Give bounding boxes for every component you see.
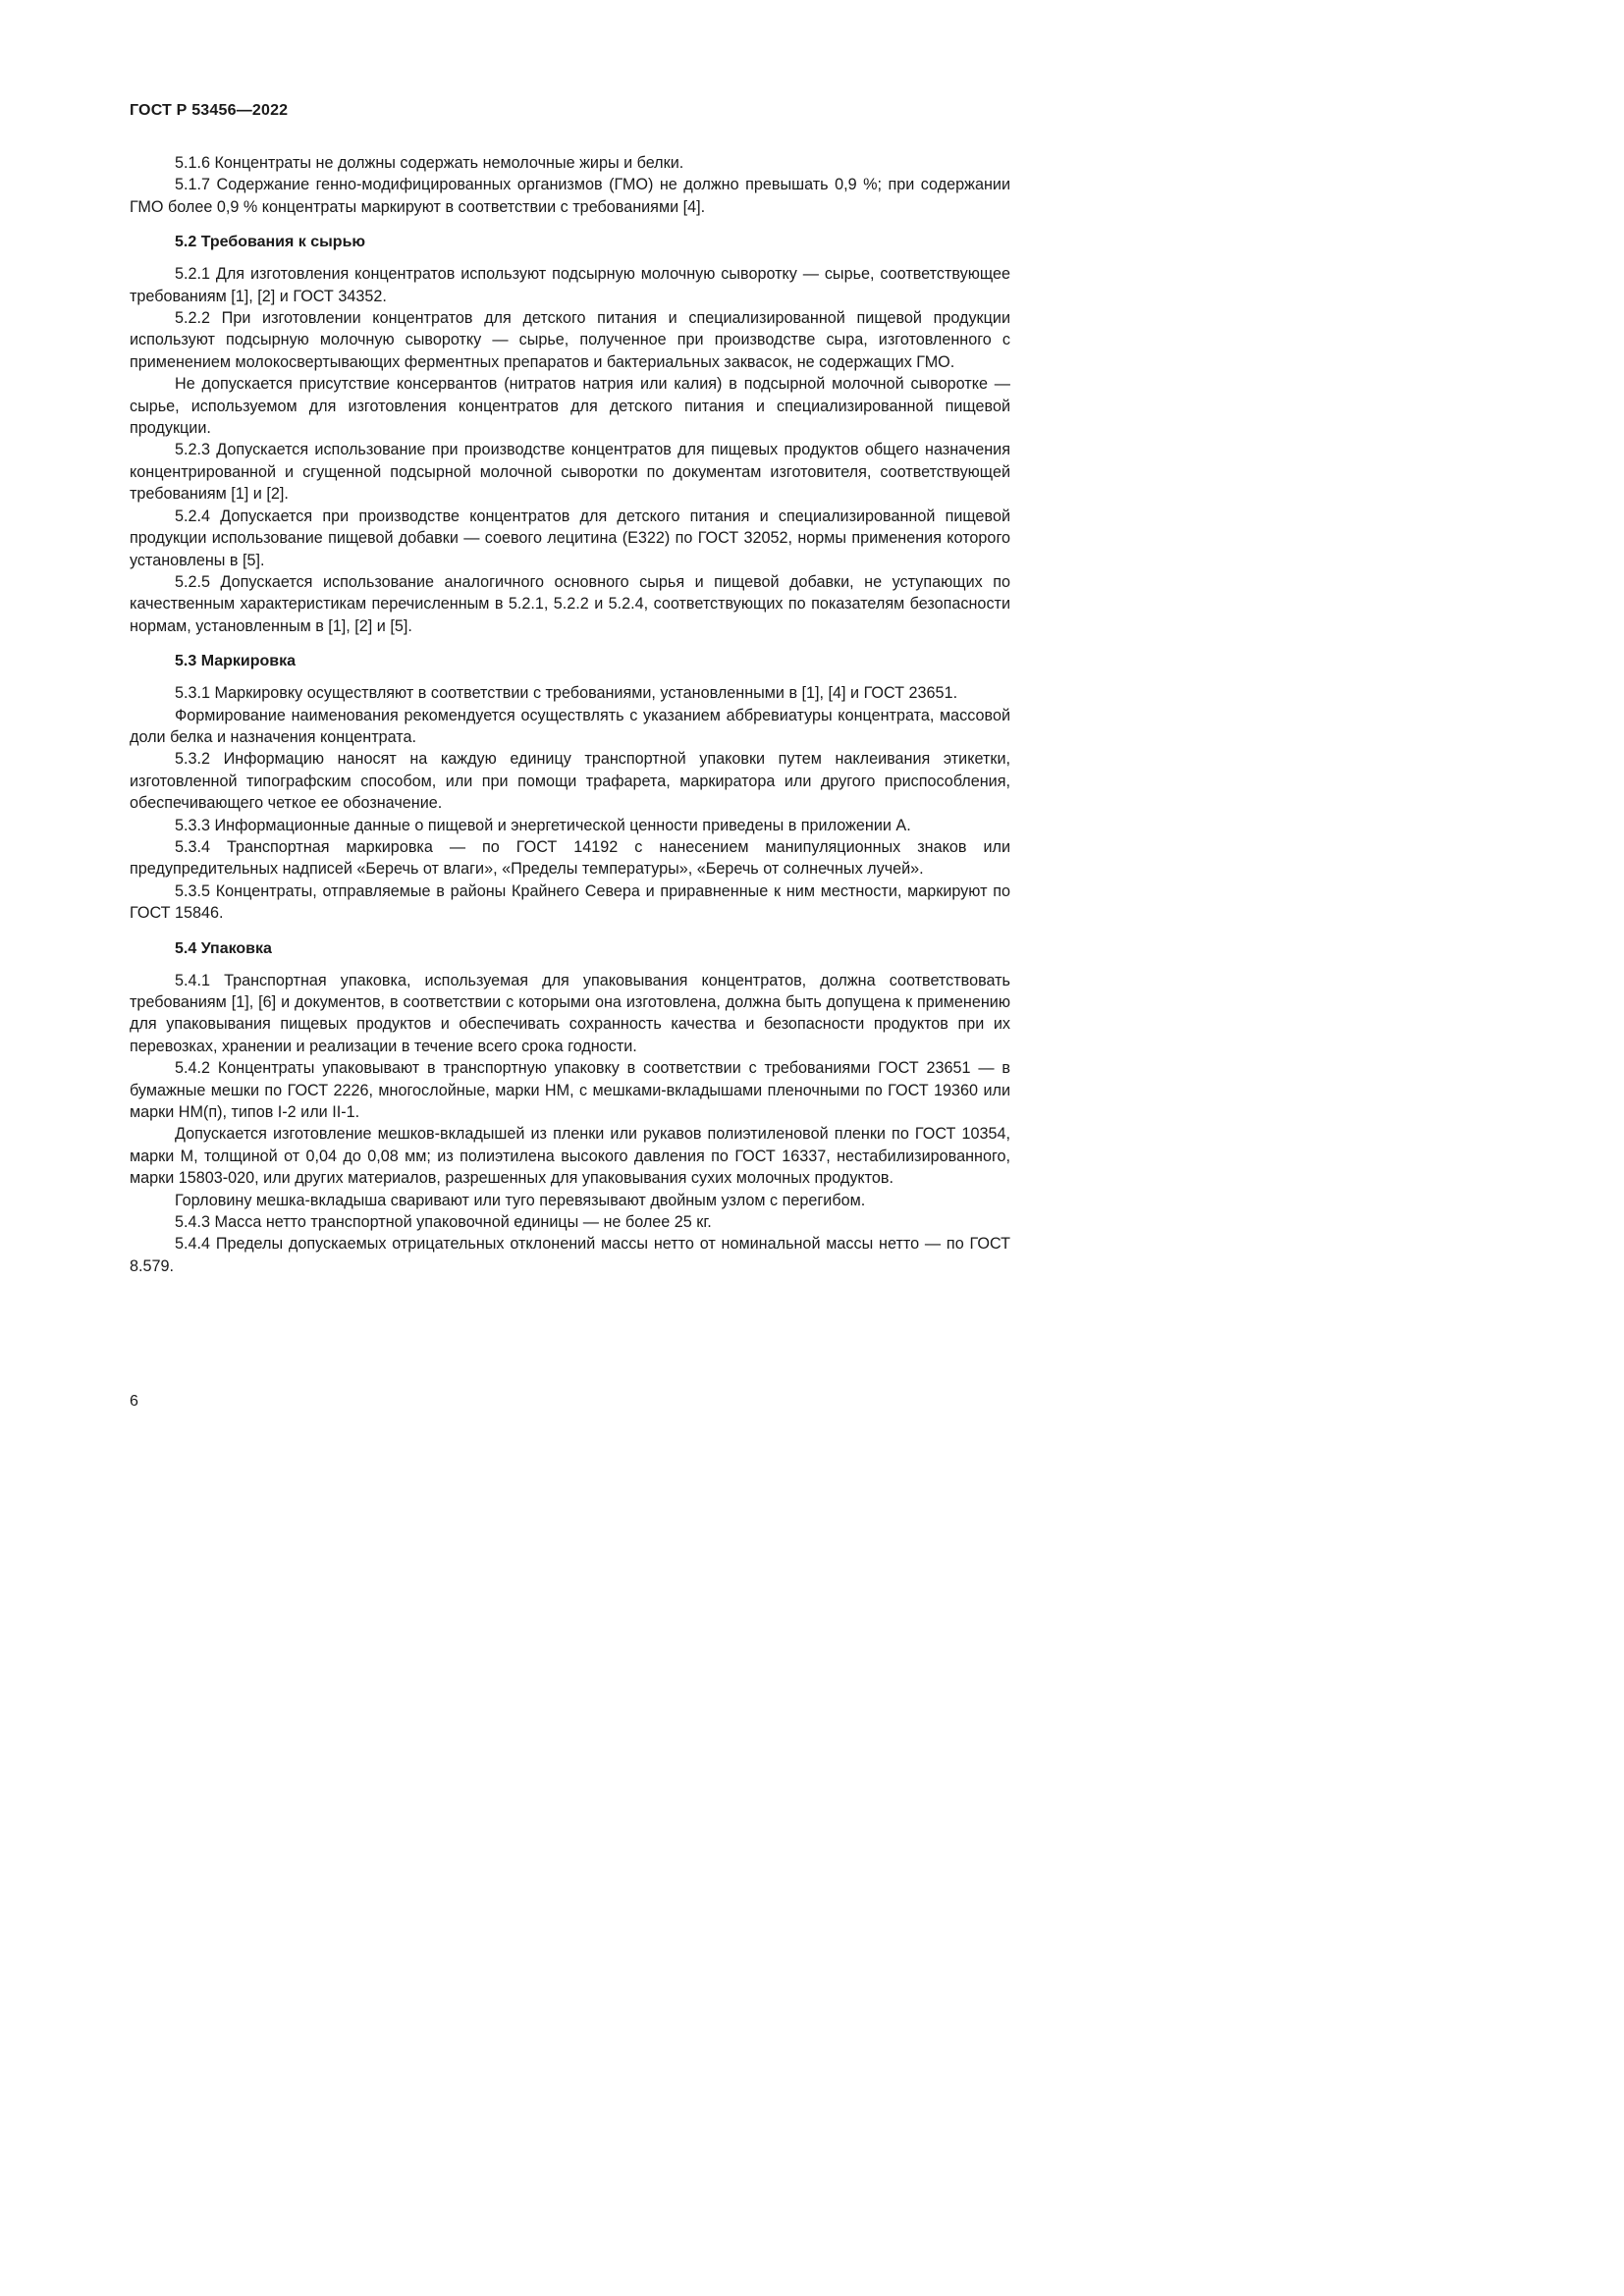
paragraph-preservatives: Не допускается присутствие консервантов (нитратов натрия или калия) в подсырной молочной сыворотке — сырье, используемом для изготовления концентратов для детского питания и специализированной пищевой продукции.	[130, 375, 1010, 438]
paragraph-5-2-2: 5.2.2 При изготовлении концентратов для детского питания и специализированной пищевой продукции используют подсырную молочную сыворотку — сырье, полученное при производстве сыра, изготовленного с применением молокосвертывающих ферментных препаратов и бактериальных заквасок, не содержащих ГМО.	[130, 309, 1010, 371]
paragraph-bag-neck: Горловину мешка-вкладыша сваривают или туго перевязывают двойным узлом с перегибом.	[175, 1191, 866, 1209]
section-heading-5-2: 5.2 Требования к сырью	[175, 234, 366, 251]
paragraph-5-3-4: 5.3.4 Транспортная маркировка — по ГОСТ 14192 с нанесением манипуляционных знаков или предупредительных надписей «Беречь от влаги», «Пределы температуры», «Беречь от солнечных лучей».	[130, 837, 1010, 879]
paragraph-liners: Допускается изготовление мешков-вкладышей из пленки или рукавов полиэтиленовой пленки по ГОСТ 10354, марки М, толщиной от 0,04 до 0,08 мм; из полиэтилена высокого давления по ГОСТ 16337, нестабилизированного, марки 15803-020, или других материалов, разрешенных для упаковывания сухих молочных продуктов.	[130, 1125, 1010, 1188]
paragraph-naming: Формирование наименования рекомендуется осуществлять с указанием аббревиатуры концентрата, массовой доли белка и назначения концентрата.	[130, 706, 1010, 746]
paragraph-5-3-2: 5.3.2 Информацию наносят на каждую единицу транспортной упаковки путем наклеивания этикетки, изготовленной типографским способом, или при помощи трафарета, маркиратора или другого приспособления, обеспечивающего четкое ее обозначение.	[130, 750, 1010, 813]
paragraph-5-3-5: 5.3.5 Концентраты, отправляемые в районы Крайнего Севера и приравненные к ним местности, маркируют по ГОСТ 15846.	[130, 881, 1010, 923]
section-heading-5-3: 5.3 Маркировка	[175, 653, 297, 670]
paragraph-5-4-1: 5.4.1 Транспортная упаковка, используемая для упаковывания концентратов, должна соответствовать требованиям [1], [6] и документов, в соответствии с которыми она изготовлена, должна быть допущена к применению для упаковывания пищевых продуктов и обеспечивать сохранность качества и безопасности продуктов при их перевозках, хранении и реализации в течение всего срока годности.	[130, 971, 1010, 1055]
paragraph-5-3-1: 5.3.1 Маркировку осуществляют в соответствии с требованиями, установленными в [1], [4] и ГОСТ 23651.	[175, 684, 958, 703]
paragraph-5-3-3: 5.3.3 Информационные данные о пищевой и энергетической ценности приведены в приложении А.	[175, 816, 911, 834]
paragraph-5-1-7: 5.1.7 Содержание генно-модифицированных организмов (ГМО) не должно превышать 0,9 %; при содержании ГМО более 0,9 % концентраты маркируют в соответствии с требованиями [4].	[130, 176, 1010, 216]
document-body	[130, 152, 1010, 1277]
paragraph-5-2-5: 5.2.5 Допускается использование аналогичного основного сырья и пищевой добавки, не уступающих по качественным характеристикам перечисленным в 5.2.1, 5.2.2 и 5.2.4, соответствующих по показателям безопасности нормам, установленным в [1], [2] и [5].	[130, 572, 1010, 635]
document-page	[0, 0, 1082, 1530]
paragraph-5-2-1: 5.2.1 Для изготовления концентратов используют подсырную молочную сыворотку — сырье, соответствующее требованиям [1], [2] и ГОСТ 34352.	[130, 265, 1010, 305]
section-heading-5-4: 5.4 Упаковка	[175, 939, 272, 957]
page-number: 6	[130, 1393, 138, 1410]
paragraph-5-4-4: 5.4.4 Пределы допускаемых отрицательных отклонений массы нетто от номинальной массы нетто — по ГОСТ 8.579.	[130, 1235, 1010, 1275]
paragraph-5-4-2: 5.4.2 Концентраты упаковывают в транспортную упаковку в соответствии с требованиями ГОСТ 23651 — в бумажные мешки по ГОСТ 2226, многослойные, марки НМ, с мешками-вкладышами пленочными по ГОСТ 19360 или марки НМ(п), типов I-2 или II-1.	[130, 1059, 1010, 1122]
paragraph-5-4-3: 5.4.3 Масса нетто транспортной упаковочной единицы — не более 25 кг.	[175, 1213, 712, 1232]
document-code-header: ГОСТ Р 53456—2022	[130, 102, 289, 119]
paragraph-5-2-3: 5.2.3 Допускается использование при производстве концентратов для пищевых продуктов общего назначения концентрированной и сгущенной подсырной молочной сыворотки по документам изготовителя, соответствующей требованиям [1] и [2].	[130, 441, 1010, 504]
paragraph-5-2-4: 5.2.4 Допускается при производстве концентратов для детского питания и специализированной пищевой продукции использование пищевой добавки — соевого лецитина (Е322) по ГОСТ 32052, нормы применения которого установлены в [5].	[130, 507, 1010, 569]
paragraph-5-1-6: 5.1.6 Концентраты не должны содержать немолочные жиры и белки.	[175, 154, 684, 172]
